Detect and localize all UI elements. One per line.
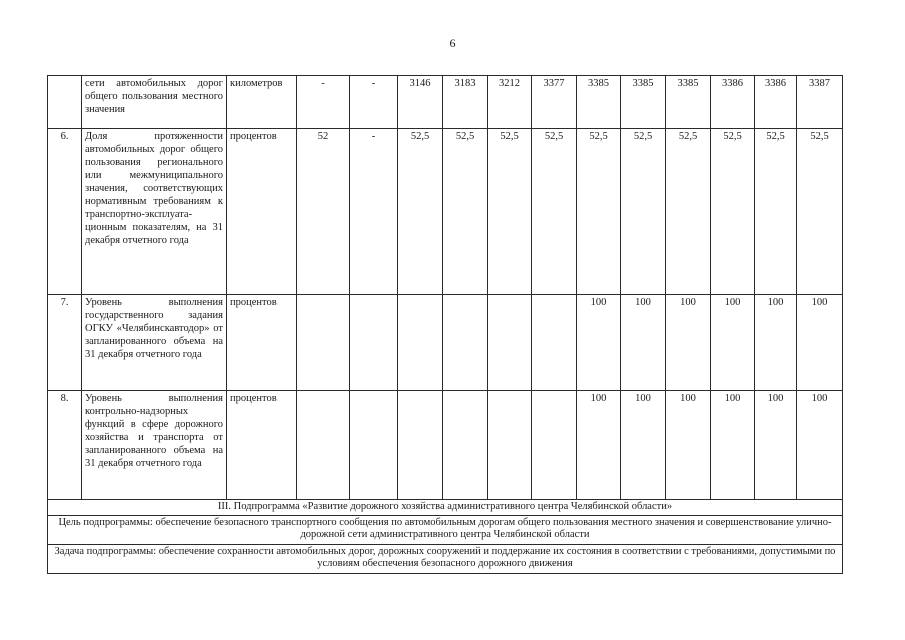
value-cell: 100 xyxy=(797,295,843,391)
unit-cell: километров xyxy=(227,76,297,129)
value-cell: - xyxy=(297,76,350,129)
value-cell: 100 xyxy=(621,295,666,391)
value-cell: 3385 xyxy=(577,76,621,129)
indicator-name: сети автомобильных дорог общего пользования местного значения xyxy=(82,76,227,129)
value-cell xyxy=(398,295,443,391)
value-cell: 52,5 xyxy=(621,129,666,295)
value-cell: 100 xyxy=(797,391,843,500)
value-cell: 3146 xyxy=(398,76,443,129)
value-cell xyxy=(297,295,350,391)
value-cell: 3377 xyxy=(532,76,577,129)
table-row xyxy=(48,295,843,391)
value-cell: 3386 xyxy=(711,76,755,129)
subprogram-task: Задача подпрограммы: обеспечение сохранности автомобильных дорог, дорожных сооружений и поддержание их состояния в соответствии с требованиями, допустимыми по условиям обеспечения безопасного дорожного движения xyxy=(48,544,843,573)
value-cell xyxy=(350,295,398,391)
subprogram-task-row xyxy=(48,544,843,573)
value-cell: 52,5 xyxy=(755,129,797,295)
value-cell: 100 xyxy=(711,295,755,391)
value-cell xyxy=(488,391,532,500)
value-cell: - xyxy=(350,129,398,295)
value-cell: 100 xyxy=(755,391,797,500)
indicator-name: Доля протяженности автомобильных дорог общего пользования регионального или межмуниципального значения, соответствующих нормативным требованиям к транспортно-эксплуата-ционным показателям, на 31 декабря отчетного года xyxy=(82,129,227,295)
value-cell: 3385 xyxy=(621,76,666,129)
row-number: 8. xyxy=(48,391,82,500)
value-cell: 52,5 xyxy=(532,129,577,295)
value-cell: 100 xyxy=(577,391,621,500)
subprogram-goal-row xyxy=(48,515,843,544)
value-cell: 52,5 xyxy=(577,129,621,295)
indicator-name: Уровень выполнения государственного задания ОГКУ «Челябинскавтодор» от запланированного объема на 31 декабря отчетного года xyxy=(82,295,227,391)
value-cell: 100 xyxy=(666,295,711,391)
value-cell: 100 xyxy=(711,391,755,500)
unit-cell: процентов xyxy=(227,295,297,391)
value-cell: 52,5 xyxy=(443,129,488,295)
indicator-name: Уровень выполнения контрольно-надзорных функций в сфере дорожного хозяйства и транспорта от запланированного объема на 31 декабря отчетного года xyxy=(82,391,227,500)
table-row xyxy=(48,76,843,129)
value-cell: 52,5 xyxy=(711,129,755,295)
page-number: 6 xyxy=(449,36,456,50)
table-row xyxy=(48,391,843,500)
value-cell: 3385 xyxy=(666,76,711,129)
value-cell: 52 xyxy=(297,129,350,295)
subprogram-title: III. Подпрограмма «Развитие дорожного хозяйства административного центра Челябинской области» xyxy=(48,500,843,516)
value-cell xyxy=(398,391,443,500)
value-cell xyxy=(488,295,532,391)
subprogram-title-row xyxy=(48,500,843,516)
unit-cell: процентов xyxy=(227,129,297,295)
table-row xyxy=(48,129,843,295)
value-cell: 3212 xyxy=(488,76,532,129)
row-number xyxy=(48,76,82,129)
value-cell: 52,5 xyxy=(666,129,711,295)
indicators-table xyxy=(47,75,843,574)
value-cell xyxy=(350,391,398,500)
value-cell xyxy=(443,391,488,500)
subprogram-goal: Цель подпрограммы: обеспечение безопасного транспортного сообщения по автомобильным дорогам общего пользования местного значения и совершенствование улично-дорожной сети административного центра Челябинской области xyxy=(48,515,843,544)
value-cell: 52,5 xyxy=(488,129,532,295)
value-cell: 3387 xyxy=(797,76,843,129)
value-cell xyxy=(297,391,350,500)
value-cell: 100 xyxy=(577,295,621,391)
value-cell xyxy=(532,295,577,391)
row-number: 6. xyxy=(48,129,82,295)
unit-cell: процентов xyxy=(227,391,297,500)
row-number: 7. xyxy=(48,295,82,391)
value-cell: - xyxy=(350,76,398,129)
value-cell xyxy=(443,295,488,391)
value-cell: 100 xyxy=(621,391,666,500)
value-cell: 100 xyxy=(755,295,797,391)
value-cell: 100 xyxy=(666,391,711,500)
value-cell: 52,5 xyxy=(797,129,843,295)
value-cell xyxy=(532,391,577,500)
value-cell: 3183 xyxy=(443,76,488,129)
value-cell: 3386 xyxy=(755,76,797,129)
value-cell: 52,5 xyxy=(398,129,443,295)
